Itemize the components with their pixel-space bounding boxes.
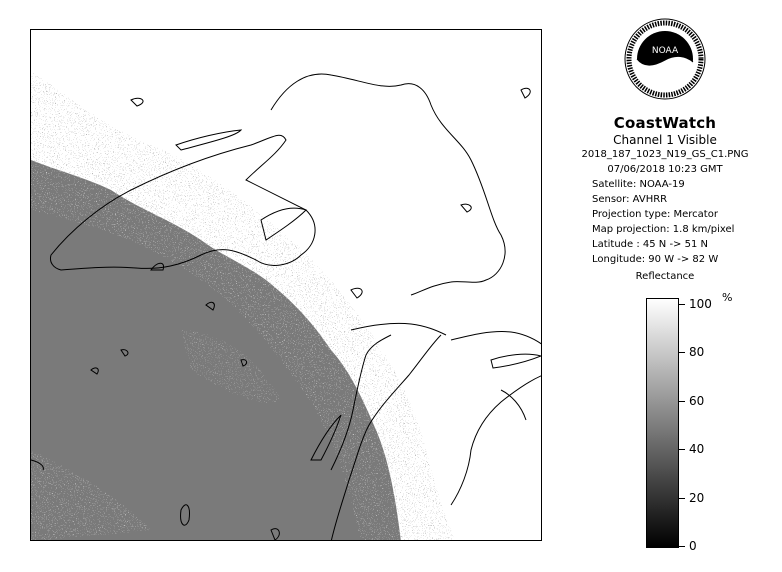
colorbar-title: Reflectance (635, 271, 695, 282)
projection-type: Projection type: Mercator (592, 209, 718, 220)
map-projection: Map projection: 1.8 km/pixel (592, 224, 735, 235)
colorbar-tick (679, 546, 685, 547)
satellite-map (30, 29, 542, 541)
sensor: Sensor: AVHRR (592, 194, 668, 205)
latitude: Latitude : 45 N -> 51 N (592, 239, 708, 250)
noaa-logo-icon (624, 18, 706, 100)
colorbar-tick-label: 80 (689, 345, 705, 360)
colorbar-tick (679, 498, 685, 499)
colorbar-tick-label: 20 (689, 490, 705, 505)
colorbar-tick (679, 449, 685, 450)
satellite: Satellite: NOAA-19 (592, 179, 685, 190)
satellite-image (31, 30, 542, 541)
colorbar-tick (679, 352, 685, 353)
colorbar (646, 298, 679, 548)
page-title: CoastWatch (613, 114, 717, 132)
channel-label: Channel 1 Visible (613, 133, 717, 147)
longitude: Longitude: 90 W -> 82 W (592, 254, 719, 265)
datetime: 07/06/2018 10:23 GMT (607, 164, 723, 175)
colorbar-unit: % (722, 291, 733, 304)
colorbar-tick-label: 0 (689, 539, 697, 553)
colorbar-tick (679, 304, 685, 305)
info-panel (560, 18, 770, 282)
colorbar-tick-label: 60 (689, 393, 705, 408)
colorbar-tick-label: 40 (689, 442, 705, 457)
logo-text: NOAA (651, 46, 679, 56)
colorbar-tick-label: 100 (689, 297, 712, 311)
filename: 2018_187_1023_N19_GS_C1.PNG (581, 149, 749, 160)
colorbar-tick (679, 401, 685, 402)
